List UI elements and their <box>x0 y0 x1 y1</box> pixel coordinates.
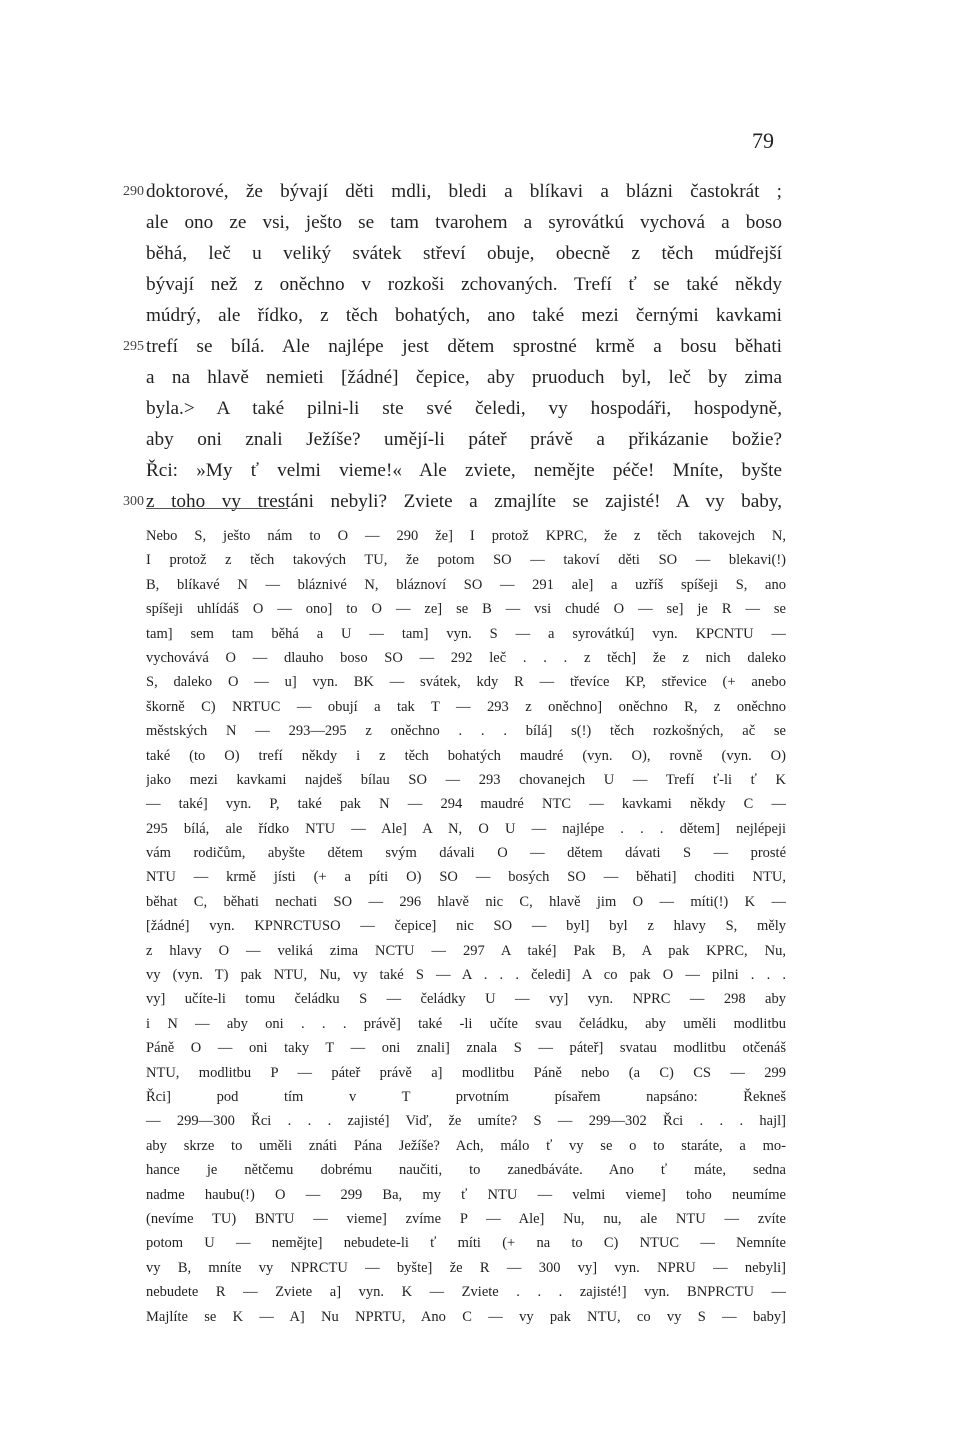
line-text: běhá, leč u veliký svátek střeví obuje, obecně z těch múdřejší <box>146 243 782 264</box>
footnote-text: vy (vyn. T) pak NTU, Nu, vy také S — A . . . čeledi] A co pak O — pilni . . . <box>146 967 786 984</box>
footnote-line <box>0 719 960 743</box>
footnote-text: také (to O) trefí někdy i z těch bohatých maudré (vyn. O), rovně (vyn. O) <box>146 747 786 764</box>
footnote-text: Majlíte se K — A] Nu NPRTU, Ano C — vy pak NTU, co vy S — baby] <box>146 1308 786 1325</box>
footnote-line <box>0 1280 960 1304</box>
footnote-text: jako mezi kavkami najdeš bílau SO — 293 chovanejch U — Trefí ť-li ť K <box>146 771 786 788</box>
text-line <box>0 331 960 362</box>
footnote-text: aby skrze to uměli znáti Pána Ježíše? Ach, málo ť vy se o to staráte, a mo- <box>146 1137 786 1154</box>
main-text <box>0 176 960 517</box>
footnote-text: z hlavy O — veliká zima NCTU — 297 A také] Pak B, A pak KPRC, Nu, <box>146 942 786 959</box>
text-line <box>0 424 960 455</box>
critical-apparatus <box>0 524 960 1329</box>
footnote-line <box>0 1183 960 1207</box>
footnote-text: tam] sem tam běhá a U — tam] vyn. S — a syrovátkú] vyn. KPCNTU — <box>146 625 786 642</box>
line-text: ale ono ze vsi, ješto se tam tvarohem a syrovátkú vychová a boso <box>146 212 782 233</box>
footnote-line <box>0 914 960 938</box>
footnote-line <box>0 548 960 572</box>
footnote-text: nadme haubu(!) O — 299 Ba, my ť NTU — velmi vieme] toho neumíme <box>146 1186 786 1203</box>
footnote-line <box>0 792 960 816</box>
footnote-line <box>0 622 960 646</box>
footnote-text: potom U — nemějte] nebudete-li ť míti (+ na to C) NTUC — Nemníte <box>146 1235 786 1252</box>
footnote-line <box>0 695 960 719</box>
footnote-line <box>0 1036 960 1060</box>
footnote-line <box>0 573 960 597</box>
footnote-line <box>0 1207 960 1231</box>
line-number: 300 <box>123 494 144 509</box>
footnote-line <box>0 987 960 1011</box>
footnote-text: hance je nětčemu dobrému naučiti, to zanedbáváte. Ano ť máte, sedna <box>146 1162 786 1179</box>
text-line <box>0 269 960 300</box>
footnote-text: běhat C, běhati nechati SO — 296 hlavě nic C, hlavě jim O — míti(!) K — <box>146 893 786 910</box>
footnote-text: NTU, modlitbu P — páteř právě a] modlitbu Páně nebo (a C) CS — 299 <box>146 1064 786 1081</box>
footnote-line <box>0 744 960 768</box>
text-line <box>0 300 960 331</box>
footnote-line <box>0 890 960 914</box>
footnote-line <box>0 963 960 987</box>
footnote-line <box>0 1231 960 1255</box>
footnote-text: 295 bílá, ale řídko NTU — Ale] A N, O U — najlépe . . . dětem] nejlépeji <box>146 820 786 837</box>
footnote-line <box>0 865 960 889</box>
line-text: bývají než z oněchno v rozkoši zchovaných. Trefí ť se také někdy <box>146 274 782 295</box>
footnote-text: městských N — 293—295 z oněchno . . . bílá] s(!) těch rozkošných, ač se <box>146 723 786 740</box>
line-text: byla.> A také pilni-li ste své čeledi, vy hospodáři, hospodyně, <box>146 398 782 419</box>
text-line <box>0 455 960 486</box>
footnote-line <box>0 1061 960 1085</box>
footnote-text: škorně C) NRTUC — obují a tak T — 293 z oněchno] oněchno R, z oněchno <box>146 698 786 715</box>
footnote-text: S, daleko O — u] vyn. BK — svátek, kdy R — třevíce KP, střevice (+ anebo <box>146 674 786 691</box>
text-line <box>0 238 960 269</box>
footnote-text: spíšeji uhlídáš O — ono] to O — ze] se B — vsi chudé O — se] je R — se <box>146 601 786 618</box>
footnote-text: I protož z těch takových TU, že potom SO — takoví děti SO — blekavi(!) <box>146 552 786 569</box>
footnote-text: vám rodičům, abyšte dětem svým dávali O — dětem dávati S — prosté <box>146 845 786 862</box>
line-text: a na hlavě nemieti [žádné] čepice, aby pruoduch byl, leč by zima <box>146 367 782 388</box>
footnote-line <box>0 597 960 621</box>
footnote-line <box>0 817 960 841</box>
page-number: 79 <box>752 128 774 153</box>
line-text: múdrý, ale řídko, z těch bohatých, ano také mezi černými kavkami <box>146 305 782 326</box>
footnote-text: Páně O — oni taky T — oni znali] znala S — páteř] svatau modlitbu otčenáš <box>146 1040 786 1057</box>
footnote-line <box>0 841 960 865</box>
line-number: 290 <box>123 184 144 199</box>
footnote-line <box>0 646 960 670</box>
footnote-line <box>0 1305 960 1329</box>
footnote-line <box>0 1158 960 1182</box>
footnote-line <box>0 1134 960 1158</box>
line-text: z toho vy trestáni nebyli? Zviete a zmajlíte se zajisté! A vy baby, <box>146 491 782 512</box>
footnote-text: Řci] pod tím v T prvotním písařem napsáno: Řekneš <box>146 1088 786 1105</box>
footnote-text: B, blíkavé N — bláznivé N, bláznoví SO — 291 ale] a uzříš spíšeji S, ano <box>146 576 786 593</box>
footnote-line <box>0 1256 960 1280</box>
line-text: aby oni znali Ježíše? umějí-li páteř právě a přikázanie božie? <box>146 429 782 450</box>
footnote-text: NTU — krmě jísti (+ a píti O) SO — bosých SO — běhati] choditi NTU, <box>146 869 786 886</box>
footnote-text: vychovává O — dlauho boso SO — 292 leč . . . z těch] že z nich daleko <box>146 649 786 666</box>
footnote-text: (nevíme TU) BNTU — vieme] zvíme P — Ale] Nu, nu, ale NTU — zvíte <box>146 1210 786 1227</box>
footnote-divider <box>146 508 288 509</box>
footnote-text: [žádné] vyn. KPNRCTUSO — čepice] nic SO — byl] byl z hlavy S, měly <box>146 918 786 935</box>
text-line <box>0 207 960 238</box>
text-line <box>0 393 960 424</box>
footnote-line <box>0 939 960 963</box>
line-text: doktorové, že bývají děti mdli, bledi a blíkavi a blázni častokrát ; <box>146 181 782 202</box>
line-text: Řci: »My ť velmi vieme!« Ale zviete, nemějte péče! Mníte, byšte <box>146 460 782 481</box>
footnote-text: vy B, mníte vy NPRCTU — byšte] že R — 300 vy] vyn. NPRU — nebyli] <box>146 1259 786 1276</box>
text-line <box>0 486 960 517</box>
footnote-text: vy] učíte-li tomu čeládku S — čeládky U — vy] vyn. NPRC — 298 aby <box>146 991 786 1008</box>
footnote-text: — 299—300 Řci . . . zajisté] Viď, že umíte? S — 299—302 Řci . . . hajl] <box>146 1113 786 1130</box>
footnote-text: i N — aby oni . . . právě] také -li učíte svau čeládku, aby uměli modlitbu <box>146 1015 786 1032</box>
footnote-text: Nebo S, ješto nám to O — 290 že] I protož KPRC, že z těch takovejch N, <box>146 528 786 544</box>
footnote-line <box>0 670 960 694</box>
footnote-text: — také] vyn. P, také pak N — 294 maudré NTC — kavkami někdy C — <box>146 796 786 813</box>
text-line <box>0 176 960 207</box>
line-number: 295 <box>123 339 144 354</box>
footnote-line <box>0 1012 960 1036</box>
footnote-line <box>0 768 960 792</box>
text-line <box>0 362 960 393</box>
footnote-line <box>0 524 960 548</box>
footnote-line <box>0 1109 960 1133</box>
footnote-text: nebudete R — Zviete a] vyn. K — Zviete . . . zajisté!] vyn. BNPRCTU — <box>146 1284 786 1301</box>
footnote-line <box>0 1085 960 1109</box>
line-text: trefí se bílá. Ale najlépe jest dětem sprostné krmě a bosu běhati <box>146 336 782 357</box>
